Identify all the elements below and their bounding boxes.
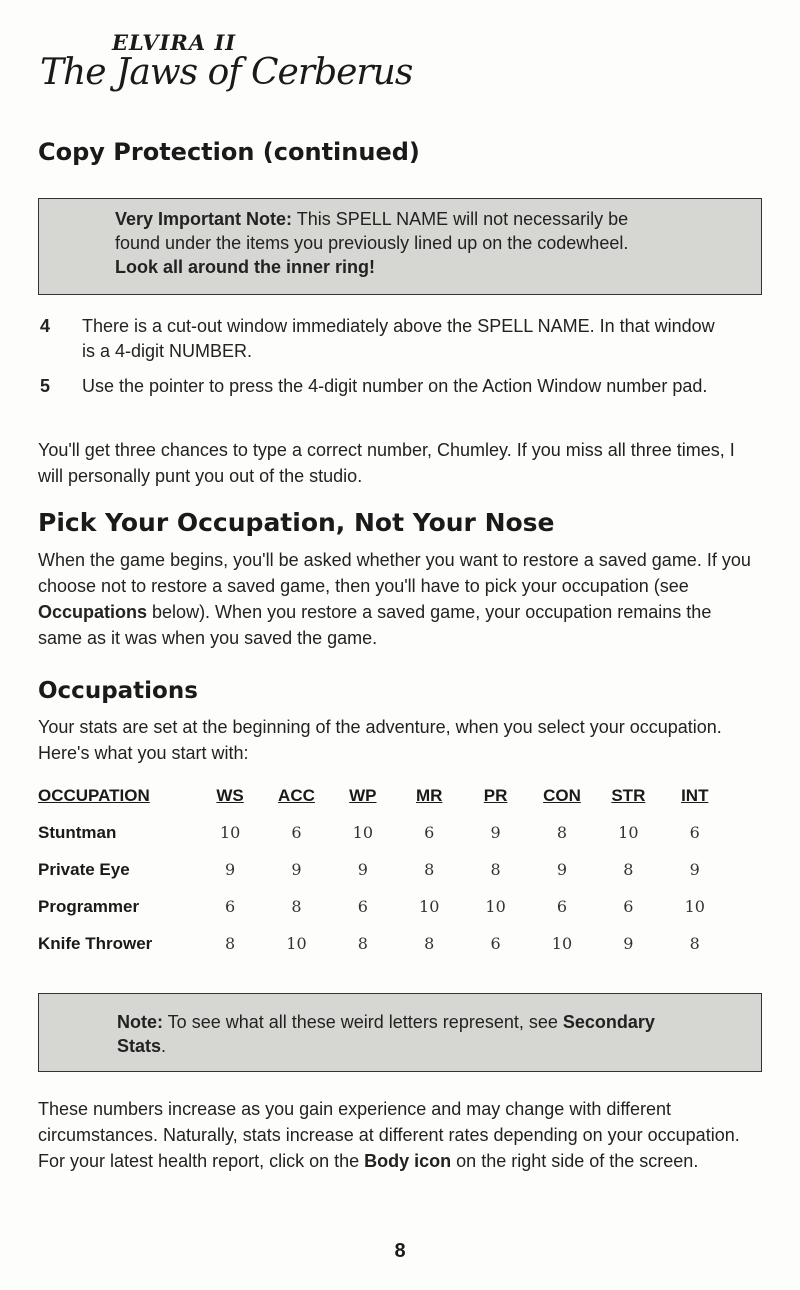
pick-paragraph [38, 547, 758, 651]
step-number: 4 [40, 316, 51, 336]
table-cell: 6 [424, 823, 435, 842]
secondary-stats-note-text [117, 1010, 677, 1058]
table-cell: 6 [689, 823, 700, 842]
table-cell: 9 [689, 860, 700, 879]
pick-text-b: below). When you restore a saved game, your occupation remains the same as it was when you saved the game. [38, 602, 712, 648]
table-cell: Programmer [38, 896, 140, 916]
table-cell: 10 [485, 897, 506, 916]
pick-text-a: When the game begins, you'll be asked whether you want to restore a saved game. If you choose not to restore a saved game, then you'll have to pick your occupation (see [38, 550, 751, 596]
heading-copy-protection: Copy Protection (continued) [38, 138, 420, 166]
column-header: PR [483, 786, 508, 805]
table-cell: 6 [291, 823, 302, 842]
table-row [38, 814, 728, 851]
table-cell: 8 [689, 934, 700, 953]
column-header: ACC [278, 786, 315, 805]
step-text: Use the pointer to press the 4-digit number on the Action Window number pad. [82, 376, 708, 396]
table-cell: 8 [556, 823, 568, 842]
table-cell: 10 [352, 823, 374, 842]
table-cell: 10 [419, 897, 440, 916]
table-header-row [38, 786, 728, 814]
table-cell: 8 [225, 934, 236, 953]
table-cell: Knife Thrower [38, 933, 153, 953]
column-header: STR [611, 786, 646, 805]
column-header: WP [349, 786, 377, 805]
table-row [38, 888, 728, 925]
note-body: To see what all these weird letters represent, see [163, 1012, 563, 1032]
note-body: This SPELL NAME will not necessarily be found under the items you previously lined up on the codewheel. [115, 209, 629, 253]
note-emphasis: Look all around the inner ring! [115, 257, 376, 277]
step-text: There is a cut-out window immediately above the SPELL NAME. In that window is a 4-digit NUMBER. [82, 316, 715, 361]
table-cell: 8 [291, 897, 302, 916]
table-cell: Stuntman [38, 822, 117, 842]
closing-paragraph [38, 1096, 758, 1174]
column-header: MR [415, 786, 443, 805]
heading-pick-occupation: Pick Your Occupation, Not Your Nose [38, 508, 555, 537]
occupations-reference: Occupations [38, 602, 148, 622]
table-cell: 9 [357, 860, 368, 879]
table-cell: 9 [623, 934, 634, 953]
table-cell: 8 [424, 860, 435, 879]
note-label: Note: [117, 1012, 163, 1032]
occupations-intro: Your stats are set at the beginning of the adventure, when you select your occupation. Here's what you start with: [38, 717, 722, 763]
closing-text-b: on the right side of the screen. [451, 1151, 699, 1171]
table-row [38, 925, 728, 962]
table-cell: 6 [623, 897, 634, 916]
table-cell: 8 [424, 934, 435, 953]
logo [40, 22, 413, 102]
table-cell: Private Eye [38, 859, 130, 879]
table-cell: 8 [357, 934, 368, 953]
column-header: CON [543, 786, 581, 805]
table-cell: 6 [357, 897, 368, 916]
table-cell: 9 [490, 823, 501, 842]
chances-paragraph: You'll get three chances to type a correct number, Chumley. If you miss all three times, I will personally punt you out of the studio. [38, 440, 735, 486]
table-cell: 10 [219, 823, 241, 842]
column-header: INT [681, 786, 709, 805]
table-cell: 8 [490, 860, 501, 879]
note-label: Very Important Note: [115, 209, 293, 229]
table-cell: 10 [684, 897, 705, 916]
table-cell: 10 [551, 934, 573, 953]
occupation-stats-table [38, 786, 728, 962]
column-header: OCCUPATION [38, 786, 150, 805]
table-cell: 10 [618, 823, 639, 842]
step-number: 5 [40, 376, 51, 396]
table-cell: 6 [556, 897, 568, 916]
logo-top-text: ELVIRA II [112, 30, 237, 55]
table-cell: 9 [556, 860, 568, 879]
table-cell: 6 [490, 934, 501, 953]
secondary-stats-note-box [38, 993, 762, 1072]
table-cell: 6 [225, 897, 236, 916]
secondary-stats-reference: Secondary Stats [117, 1012, 655, 1056]
very-important-note-box [38, 198, 762, 295]
logo-bottom-text: The Jaws of Cerberus [40, 52, 413, 93]
table-cell: 9 [225, 860, 236, 879]
page-number: 8 [394, 1240, 406, 1262]
column-header: WS [216, 786, 244, 805]
table-cell: 8 [623, 860, 634, 879]
table-cell: 10 [286, 934, 307, 953]
closing-text-a: These numbers increase as you gain experience and may change with different circumstances. Naturally, stats increase at different rates depending on your occupation. For your latest health report, click on the [38, 1099, 740, 1171]
table-cell: 9 [291, 860, 302, 879]
table-row [38, 851, 728, 888]
very-important-note-text [115, 207, 675, 279]
heading-occupations: Occupations [38, 678, 198, 704]
body-icon-reference: Body icon [364, 1151, 452, 1171]
note-end: . [161, 1036, 167, 1056]
